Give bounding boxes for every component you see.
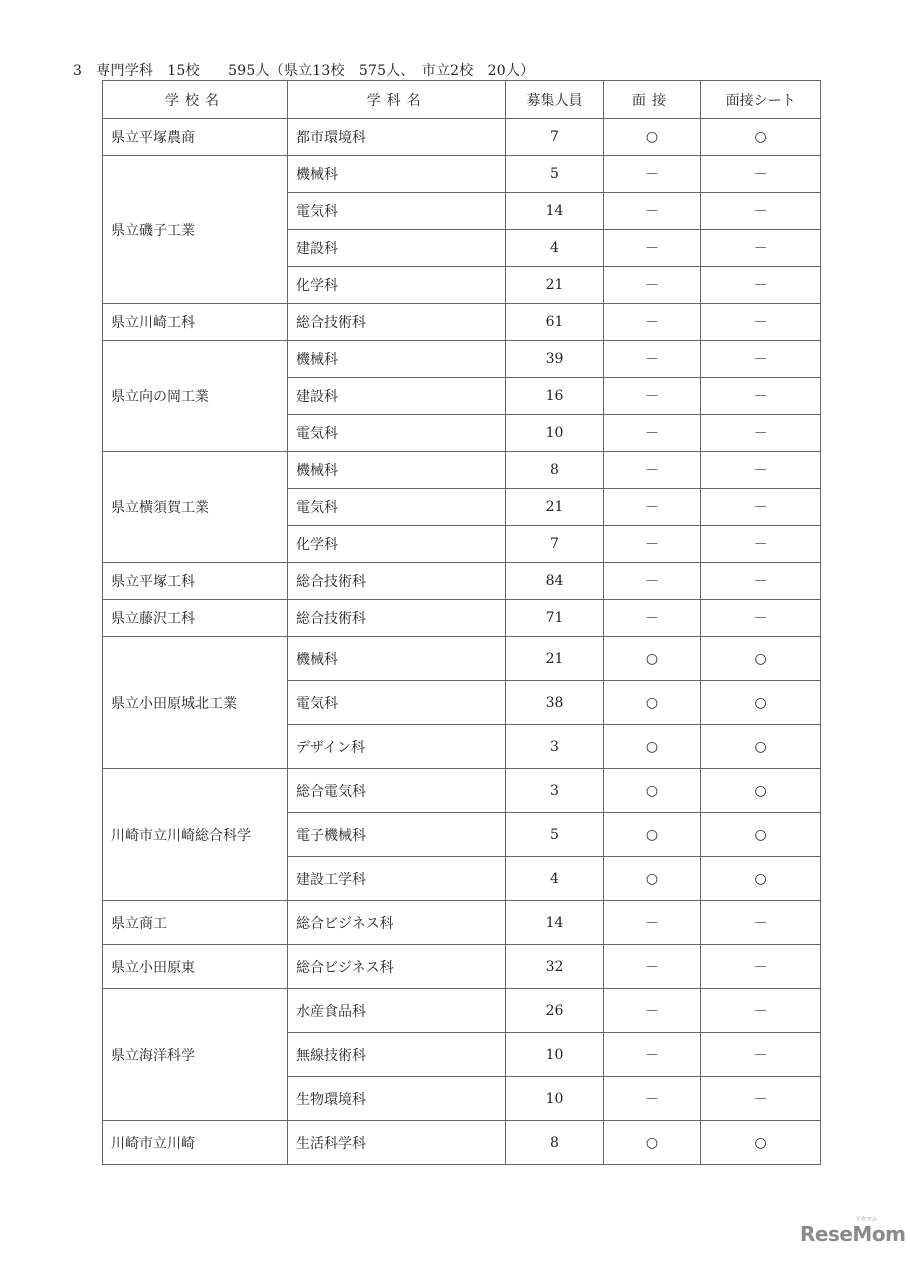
interview-sheet-flag: － xyxy=(701,526,821,563)
interview-flag: － xyxy=(603,267,701,304)
col-school: 学校名 xyxy=(103,81,288,119)
interview-flag: ○ xyxy=(603,119,701,156)
capacity: 26 xyxy=(506,989,604,1033)
interview-sheet-flag: － xyxy=(701,989,821,1033)
department-name: 機械科 xyxy=(288,341,506,378)
capacity: 8 xyxy=(506,1121,604,1165)
interview-flag: ○ xyxy=(603,769,701,813)
department-name: 水産食品科 xyxy=(288,989,506,1033)
interview-sheet-flag: － xyxy=(701,1033,821,1077)
interview-sheet-flag: － xyxy=(701,230,821,267)
school-name: 県立小田原東 xyxy=(103,945,288,989)
interview-sheet-flag: ○ xyxy=(701,813,821,857)
table-row xyxy=(103,901,821,945)
interview-flag: － xyxy=(603,563,701,600)
interview-sheet-flag: ○ xyxy=(701,119,821,156)
interview-sheet-flag: － xyxy=(701,945,821,989)
interview-sheet-flag: ○ xyxy=(701,857,821,901)
resemom-logo xyxy=(800,1216,906,1246)
section-heading: 3 専門学科 15校 595人（県立13校 575人、 市立2校 20人） xyxy=(73,63,535,79)
department-name: 都市環境科 xyxy=(288,119,506,156)
capacity: 14 xyxy=(506,193,604,230)
capacity: 10 xyxy=(506,1033,604,1077)
logo-ruby: リセマム xyxy=(855,1216,877,1223)
logo-text: ReseMom xyxy=(800,1222,906,1246)
table-row xyxy=(103,156,821,193)
school-name: 県立横須賀工業 xyxy=(103,452,288,563)
interview-flag: ○ xyxy=(603,725,701,769)
interview-flag: － xyxy=(603,230,701,267)
interview-sheet-flag: － xyxy=(701,156,821,193)
interview-sheet-flag: － xyxy=(701,341,821,378)
capacity: 38 xyxy=(506,681,604,725)
interview-sheet-flag: － xyxy=(701,1077,821,1121)
department-name: 機械科 xyxy=(288,452,506,489)
interview-flag: － xyxy=(603,901,701,945)
capacity: 4 xyxy=(506,857,604,901)
table-row xyxy=(103,1121,821,1165)
table-row xyxy=(103,637,821,681)
capacity: 7 xyxy=(506,119,604,156)
interview-sheet-flag: ○ xyxy=(701,1121,821,1165)
table-row xyxy=(103,945,821,989)
interview-flag: － xyxy=(603,415,701,452)
interview-flag: ○ xyxy=(603,857,701,901)
col-interview: 面接 xyxy=(603,81,701,119)
interview-flag: ○ xyxy=(603,1121,701,1165)
department-name: 化学科 xyxy=(288,267,506,304)
table-row xyxy=(103,119,821,156)
interview-sheet-flag: － xyxy=(701,267,821,304)
school-name: 県立小田原城北工業 xyxy=(103,637,288,769)
capacity: 14 xyxy=(506,901,604,945)
capacity: 10 xyxy=(506,1077,604,1121)
school-name: 県立磯子工業 xyxy=(103,156,288,304)
capacity: 61 xyxy=(506,304,604,341)
school-name: 県立向の岡工業 xyxy=(103,341,288,452)
interview-sheet-flag: － xyxy=(701,378,821,415)
department-name: デザイン科 xyxy=(288,725,506,769)
table-header-row xyxy=(103,81,821,119)
capacity: 16 xyxy=(506,378,604,415)
col-dept: 学科名 xyxy=(288,81,506,119)
interview-flag: － xyxy=(603,304,701,341)
department-name: 総合電気科 xyxy=(288,769,506,813)
interview-flag: － xyxy=(603,526,701,563)
interview-flag: ○ xyxy=(603,637,701,681)
capacity: 71 xyxy=(506,600,604,637)
department-name: 電子機械科 xyxy=(288,813,506,857)
interview-flag: ○ xyxy=(603,813,701,857)
department-name: 総合技術科 xyxy=(288,304,506,341)
capacity: 39 xyxy=(506,341,604,378)
department-name: 機械科 xyxy=(288,637,506,681)
school-name: 県立海洋科学 xyxy=(103,989,288,1121)
interview-sheet-flag: ○ xyxy=(701,637,821,681)
department-name: 総合技術科 xyxy=(288,600,506,637)
capacity: 4 xyxy=(506,230,604,267)
interview-flag: － xyxy=(603,341,701,378)
department-name: 建設科 xyxy=(288,230,506,267)
interview-sheet-flag: － xyxy=(701,304,821,341)
recruitment-table xyxy=(102,80,821,1165)
interview-sheet-flag: － xyxy=(701,193,821,230)
capacity: 8 xyxy=(506,452,604,489)
capacity: 5 xyxy=(506,813,604,857)
table-row xyxy=(103,341,821,378)
department-name: 総合技術科 xyxy=(288,563,506,600)
interview-sheet-flag: ○ xyxy=(701,681,821,725)
interview-sheet-flag: － xyxy=(701,415,821,452)
interview-sheet-flag: － xyxy=(701,452,821,489)
capacity: 3 xyxy=(506,769,604,813)
department-name: 電気科 xyxy=(288,193,506,230)
interview-flag: － xyxy=(603,600,701,637)
school-name: 川崎市立川崎総合科学 xyxy=(103,769,288,901)
department-name: 電気科 xyxy=(288,489,506,526)
capacity: 5 xyxy=(506,156,604,193)
department-name: 総合ビジネス科 xyxy=(288,901,506,945)
interview-flag: － xyxy=(603,1077,701,1121)
interview-flag: － xyxy=(603,945,701,989)
department-name: 生物環境科 xyxy=(288,1077,506,1121)
capacity: 7 xyxy=(506,526,604,563)
table-row xyxy=(103,769,821,813)
interview-flag: － xyxy=(603,1033,701,1077)
school-name: 県立商工 xyxy=(103,901,288,945)
capacity: 32 xyxy=(506,945,604,989)
capacity: 21 xyxy=(506,489,604,526)
department-name: 建設科 xyxy=(288,378,506,415)
interview-sheet-flag: ○ xyxy=(701,769,821,813)
department-name: 無線技術科 xyxy=(288,1033,506,1077)
department-name: 生活科学科 xyxy=(288,1121,506,1165)
interview-flag: － xyxy=(603,378,701,415)
school-name: 県立平塚農商 xyxy=(103,119,288,156)
table-row xyxy=(103,452,821,489)
capacity: 3 xyxy=(506,725,604,769)
department-name: 電気科 xyxy=(288,415,506,452)
interview-flag: － xyxy=(603,989,701,1033)
col-capacity: 募集人員 xyxy=(506,81,604,119)
capacity: 84 xyxy=(506,563,604,600)
interview-flag: － xyxy=(603,452,701,489)
capacity: 21 xyxy=(506,637,604,681)
interview-flag: ○ xyxy=(603,681,701,725)
col-interview-sheet: 面接シート xyxy=(701,81,821,119)
school-name: 川崎市立川崎 xyxy=(103,1121,288,1165)
school-name: 県立川崎工科 xyxy=(103,304,288,341)
table-body xyxy=(103,119,821,1165)
interview-sheet-flag: － xyxy=(701,563,821,600)
table-row xyxy=(103,600,821,637)
department-name: 化学科 xyxy=(288,526,506,563)
department-name: 建設工学科 xyxy=(288,857,506,901)
interview-sheet-flag: ○ xyxy=(701,725,821,769)
interview-flag: － xyxy=(603,156,701,193)
department-name: 総合ビジネス科 xyxy=(288,945,506,989)
interview-flag: － xyxy=(603,489,701,526)
interview-flag: － xyxy=(603,193,701,230)
capacity: 10 xyxy=(506,415,604,452)
table-row xyxy=(103,563,821,600)
interview-sheet-flag: － xyxy=(701,489,821,526)
department-name: 機械科 xyxy=(288,156,506,193)
capacity: 21 xyxy=(506,267,604,304)
interview-sheet-flag: － xyxy=(701,600,821,637)
department-name: 電気科 xyxy=(288,681,506,725)
school-name: 県立藤沢工科 xyxy=(103,600,288,637)
table-row xyxy=(103,304,821,341)
interview-sheet-flag: － xyxy=(701,901,821,945)
school-name: 県立平塚工科 xyxy=(103,563,288,600)
table-row xyxy=(103,989,821,1033)
